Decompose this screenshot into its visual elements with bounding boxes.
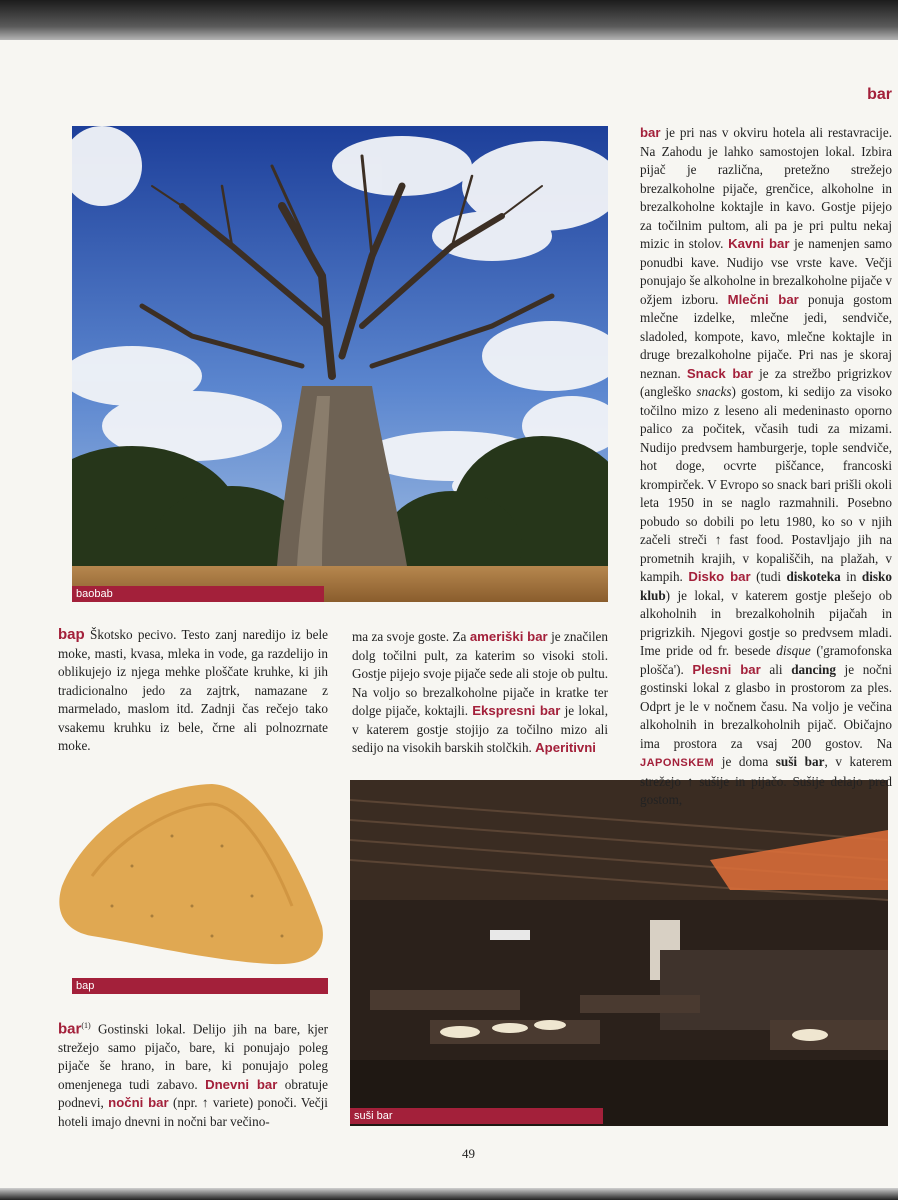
- col3-text-4: je za strežbo prigrizkov (angleško: [640, 365, 893, 399]
- col3-text-8: ) je lokal, v katerem gostje plešejo ob alkoholnih in brezalkoholnih pijačah in prigrizkih. Njegovi gostje so predvsem mladi. Ime pride od fr. besede: [640, 587, 892, 658]
- col3-text-7: in: [840, 569, 862, 584]
- col3-text-10: ali: [760, 661, 792, 677]
- term-mlecni-bar: Mlečni bar: [727, 291, 799, 307]
- term-snack-bar: Snack bar: [686, 365, 753, 381]
- term-diskoteka: diskoteka: [786, 569, 841, 584]
- scan-bottom-edge: [0, 1188, 898, 1200]
- entry-bar: [58, 1017, 328, 1131]
- homonym-number: (1): [81, 1021, 91, 1030]
- caption-susi-bar: suši bar: [350, 1108, 603, 1124]
- scan-top-edge: [0, 0, 898, 44]
- col3-text-1: je pri nas v okviru hotela ali restavracije. Na Zahodu je lahko samostojen lokal. Izbira pijač je različna, pretežno strežejo brezalkoholne pijače, grenčice, alkoholne in brezalkoholne koktajle in kavo. Gostje pijejo za točilnim pultom, ali pa je pri pultu nekaj mizic in stolov.: [640, 125, 892, 251]
- col3-text-2: je namenjen samo ponudbi kave. Nudijo vse vrste kave. Večji ponujajo še alkoholne in brezalkoholne pijače v ožjem izboru.: [640, 236, 892, 307]
- column-2: [352, 628, 608, 758]
- term-dancing: dancing: [791, 661, 836, 677]
- col3-text-11: je nočni gostinski lokal z glasbo in prostorom za ples. Odprt je le v nočnem času. Na voljo je večina alkoholnih in brezalkoholnih pijač. Običajno ima prostora za vsaj 200 gostov. Na: [640, 661, 892, 751]
- col2-text-3: je lokal, v katerem gostje stojijo za točilno mizo ali sedijo na visokih barskih stolčkih.: [352, 703, 608, 755]
- page-number: 49: [462, 1146, 475, 1161]
- headword-bar: bar: [58, 1020, 82, 1038]
- term-dnevni-bar: Dnevni bar: [205, 1076, 278, 1092]
- term-americki-bar: ameriški bar: [469, 629, 548, 644]
- caption-bap: bap: [72, 978, 328, 994]
- term-susi-bar: suši bar: [775, 754, 825, 769]
- term-disko-klub: disko klub: [640, 569, 892, 603]
- col3-text-5: ) gostom, ki sedijo za visoko točilno mizo z leseno ali medeninasto oporno palico za počitek, včasih tudi za mizami. Nudijo predvsem hamburgerje, tople sendviče, hot doge, ocvrte piščance, francoski krompirček. V Evropo so snack bari prišli okoli leta 1950 in se naglo razmahnili. Posebno pobudo so dobili po letu 1980, ko so v njih začeli streči ↑ fast food. Postavljajo jih na prometnih krajih, v kopališčih, na plažah, v kampih.: [640, 384, 892, 584]
- term-nocni-bar: nočni bar: [108, 1095, 169, 1111]
- term-snacks: snacks: [696, 384, 732, 399]
- entry-bar-text-2: obratuje podnevi,: [58, 1076, 328, 1111]
- bap-photo: [52, 776, 330, 972]
- col3-text-6: (tudi: [750, 569, 787, 584]
- entry-bap: [58, 626, 328, 756]
- col3-text-12: je doma: [714, 754, 776, 769]
- term-japonskem: JAPONSKEM: [640, 757, 715, 769]
- caption-baobab: baobab: [72, 586, 324, 602]
- headword-bap: bap: [58, 626, 85, 643]
- entry-bar-text-1: Gostinski lokal. Delijo jih na bare, kjer strežejo samo pijačo, bare, ki ponujajo poleg pijače še hrano, in bare, ki ponujajo poleg omenjenega tudi zabavo.: [58, 1021, 328, 1092]
- running-header: bar: [867, 86, 892, 103]
- baobab-photo: [72, 126, 608, 602]
- term-plesni-bar: Plesni bar: [692, 661, 761, 677]
- column-3: [640, 124, 892, 810]
- col2-text-1: ma za svoje goste. Za: [352, 629, 470, 644]
- term-aperitivni: Aperitivni: [535, 740, 596, 755]
- term-ekspresni-bar: Ekspresni bar: [472, 703, 561, 718]
- term-bar: bar: [640, 125, 661, 140]
- col2-text-2: je značilen dolg točilni pult, za katerim so visoki stoli. Gostje pijejo svoje pijače sede ali stoje ob pultu. Na voljo so brezalkoholne pijače in kratke ter dolge pijače, koktajli.: [352, 629, 608, 718]
- entry-bap-text: Škotsko pecivo. Testo zanj naredijo iz bele moke, masti, kvasa, mleka in vode, ga razdelijo in oblikujejo iz njega mehke ploščate kruhke, ki jih tradicionalno jedo za zajtrk, namazane z marmelado, maslom itd. Zadnji čas rečejo tako vsakemu kruhku iz bele, črne ali polnozrnate moke.: [58, 627, 328, 753]
- col3-text-3: ponuja gostom mlečne izdelke, mlečne jedi, sendviče, sladoled, kompote, kavo, mlečne koktajle in druge brezalkoholne pijače. Pri nas je skoraj neznan.: [640, 291, 892, 381]
- term-disque: disque: [776, 643, 811, 658]
- term-kavni-bar: Kavni bar: [728, 236, 790, 251]
- col3-text-9: ('gramofonska plošča').: [640, 643, 892, 677]
- term-disko-bar: Disko bar: [688, 569, 751, 584]
- entry-bar-text-3: (npr. ↑ variete) ponoči. Večji hoteli imajo dnevni in nočni bar večino-: [58, 1095, 328, 1129]
- col3-text-13: , v katerem strežejo ↑ sušije in pijačo. Sušije delajo pred gostom,: [640, 754, 892, 807]
- susi-bar-photo: [350, 780, 888, 1126]
